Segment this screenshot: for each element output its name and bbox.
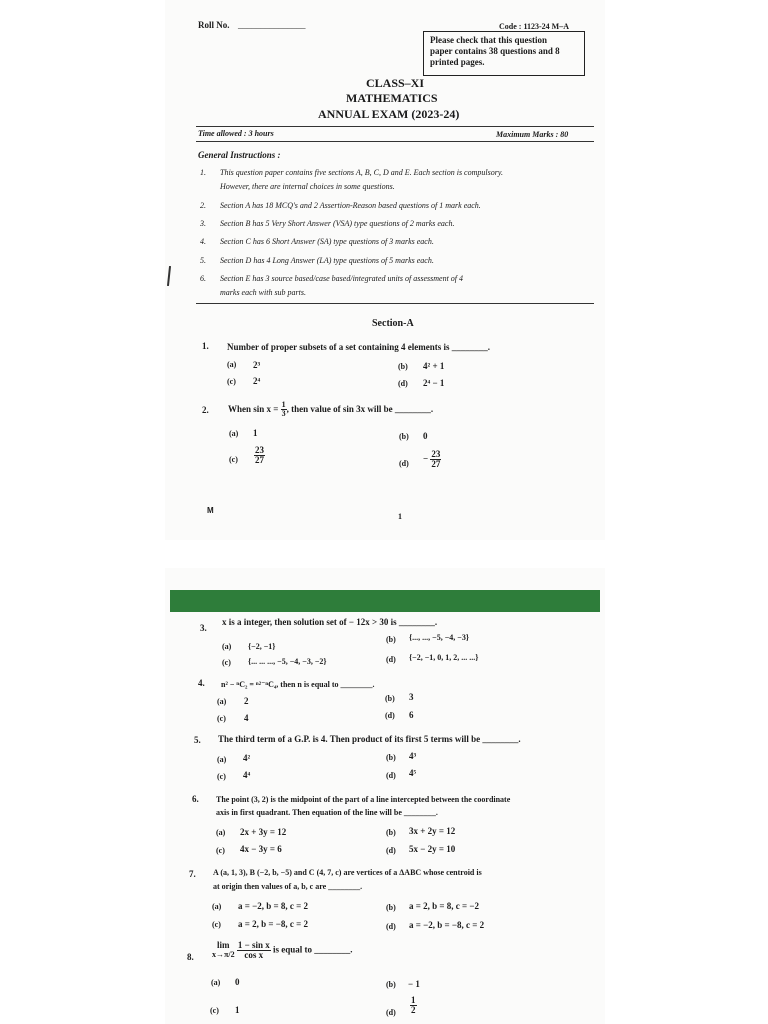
q5-option-a: 4² — [243, 753, 251, 763]
q2-c-numerator: 23 — [255, 445, 264, 455]
roll-no-blank: _______________ — [238, 20, 306, 30]
q7-option-c: a = 2, b = −8, c = 2 — [238, 919, 309, 929]
instruction-num: 2. — [200, 201, 206, 210]
roll-no-label: Roll No. — [198, 20, 230, 30]
q5-number: 5. — [194, 735, 201, 745]
q2-text-pre: When sin x = — [228, 404, 279, 414]
q2-fraction-numerator: 1 — [281, 400, 286, 410]
class-title: CLASS–XI — [366, 76, 425, 90]
q8-numerator: 1 − sin x — [237, 940, 270, 950]
q4-option-label: (b) — [385, 694, 395, 703]
q7-option-label: (c) — [212, 920, 221, 929]
q6-option-d: 5x − 2y = 10 — [409, 844, 456, 854]
q1-option-label: (a) — [227, 360, 237, 369]
instruction-line: marks each with sub parts. — [220, 288, 306, 297]
q2-d-sign: − — [423, 453, 429, 464]
section-rule — [196, 303, 594, 304]
section-title: Section-A — [372, 318, 414, 329]
q6-option-label: (b) — [386, 828, 396, 837]
q3-option-label: (b) — [386, 635, 396, 644]
q8-option-c: 1 — [235, 1005, 240, 1015]
q5-option-c: 4⁴ — [243, 770, 251, 780]
q7-option-d: a = −2, b = −8, c = 2 — [409, 920, 485, 930]
q8-option-d — [410, 996, 417, 1015]
q4-text: n² − ⁿC₂ = ⁿ²⁻ⁿC₄, then n is equal to ________. — [221, 680, 375, 689]
q8-limit-subscript: x→π/2 — [212, 950, 235, 960]
q2-option-d — [423, 450, 441, 469]
q3-option-c: {... ... ..., −5, −4, −3, −2} — [248, 657, 327, 666]
q4-option-a: 2 — [244, 696, 249, 706]
instruction-line: Section A has 18 MCQ's and 2 Assertion-Reason based questions of 1 mark each. — [220, 201, 481, 210]
q8-option-b: − 1 — [408, 979, 420, 989]
q8-limit: lim — [217, 940, 230, 951]
q2-d-denominator: 27 — [431, 459, 441, 469]
q4-option-label: (a) — [217, 697, 227, 706]
instruction-num: 6. — [200, 274, 206, 283]
q7-option-a: a = −2, b = 8, c = 2 — [238, 901, 309, 911]
instruction-line: Section C has 6 Short Answer (SA) type questions of 3 marks each. — [220, 237, 434, 246]
q6-option-c: 4x − 3y = 6 — [240, 844, 282, 854]
instruction-num: 3. — [200, 219, 206, 228]
q7-option-b: a = 2, b = 8, c = −2 — [409, 901, 480, 911]
q6-text-line-2: axis in first quadrant. Then equation of the line will be ________. — [216, 808, 438, 817]
q1-option-a: 2³ — [253, 360, 261, 370]
q7-text-line-2: at origin then values of a, b, c are ________. — [213, 882, 363, 891]
q1-option-d: 2⁴ − 1 — [423, 378, 445, 388]
q2-number: 2. — [202, 405, 209, 415]
q3-number: 3. — [200, 623, 207, 633]
q7-option-label: (a) — [212, 902, 222, 911]
q2-fraction-denominator: 3 — [281, 409, 286, 419]
q1-option-b: 4² + 1 — [423, 361, 445, 371]
q2-option-c — [254, 446, 265, 465]
q1-option-label: (d) — [398, 379, 408, 388]
q8-option-label: (b) — [386, 980, 396, 989]
q4-option-b: 3 — [409, 692, 414, 702]
q5-text: The third term of a G.P. is 4. Then product of its first 5 terms will be ________. — [218, 734, 521, 744]
instruction-line: However, there are internal choices in some questions. — [220, 182, 395, 191]
q4-option-c: 4 — [244, 713, 249, 723]
q3-option-a: {−2, −1} — [248, 642, 276, 651]
q2-d-numerator: 23 — [431, 449, 441, 459]
footer-left-mark: M — [207, 506, 214, 515]
q7-option-label: (d) — [386, 922, 396, 931]
q2-option-label: (b) — [399, 432, 409, 441]
maximum-marks: Maximum Marks : 80 — [496, 130, 569, 139]
q8-option-label: (d) — [386, 1008, 396, 1017]
q2-text — [228, 398, 433, 420]
q6-option-label: (c) — [216, 846, 225, 855]
instruction-num: 4. — [200, 237, 206, 246]
q2-option-label: (a) — [229, 429, 239, 438]
q6-number: 6. — [192, 794, 199, 804]
instructions-title: General Instructions : — [198, 150, 281, 160]
check-note-line-1: Please check that this question — [430, 35, 547, 45]
q8-d-numerator: 1 — [411, 995, 416, 1005]
q8-option-a: 0 — [235, 977, 240, 987]
q7-option-label: (b) — [386, 903, 396, 912]
q6-option-label: (d) — [386, 846, 396, 855]
check-note-line-3: printed pages. — [430, 57, 485, 67]
q5-option-label: (b) — [386, 753, 396, 762]
q1-option-label: (c) — [227, 377, 236, 386]
q8-text-post: is equal to ________. — [273, 944, 353, 955]
q8-denominator: cos x — [244, 950, 264, 960]
q5-option-label: (a) — [217, 755, 227, 764]
paper-code: Code : 1123-24 M–A — [499, 22, 569, 31]
q3-option-label: (d) — [386, 655, 396, 664]
q5-option-label: (c) — [217, 772, 226, 781]
q5-option-d: 4⁵ — [409, 768, 417, 778]
time-allowed: Time allowed : 3 hours — [198, 129, 274, 138]
q2-option-a: 1 — [253, 428, 258, 438]
instruction-num: 1. — [200, 168, 206, 177]
q8-option-label: (a) — [211, 978, 221, 987]
q3-option-label: (a) — [222, 642, 232, 651]
q7-number: 7. — [189, 869, 196, 879]
q2-text-post: , then value of sin 3x will be ________. — [286, 404, 434, 414]
q1-text: Number of proper subsets of a set containing 4 elements is ________. — [227, 342, 490, 352]
instruction-num: 5. — [200, 256, 206, 265]
footer-page-number: 1 — [398, 512, 402, 521]
header-rule-bottom — [196, 141, 594, 142]
q6-option-a: 2x + 3y = 12 — [240, 827, 287, 837]
instruction-line: This question paper contains five sections A, B, C, D and E. Each section is compulsory. — [220, 168, 503, 177]
q3-option-d: {−2, −1, 0, 1, 2, ... ...} — [409, 653, 479, 662]
q1-number: 1. — [202, 341, 209, 351]
q4-option-d: 6 — [409, 710, 414, 720]
q6-option-label: (a) — [216, 828, 226, 837]
q6-option-b: 3x + 2y = 12 — [409, 826, 456, 836]
exam-title: ANNUAL EXAM (2023-24) — [318, 107, 460, 121]
q8-option-label: (c) — [210, 1006, 219, 1015]
instruction-line: Section E has 3 source based/case based/integrated units of assessment of 4 — [220, 274, 464, 283]
q8-text — [212, 941, 353, 960]
q4-option-label: (c) — [217, 714, 226, 723]
q1-option-label: (b) — [398, 362, 408, 371]
q5-option-b: 4³ — [409, 751, 417, 761]
q4-number: 4. — [198, 678, 205, 688]
check-note-line-2: paper contains 38 questions and 8 — [430, 46, 560, 56]
header-rule-top — [196, 126, 594, 127]
q5-option-label: (d) — [386, 771, 396, 780]
q3-option-b: {..., ..., −5, −4, −3} — [409, 633, 469, 642]
q8-d-denominator: 2 — [411, 1005, 416, 1015]
q2-option-label: (c) — [229, 455, 238, 464]
instruction-line: Section B has 5 Very Short Answer (VSA) type questions of 2 marks each. — [220, 219, 455, 228]
green-band — [170, 590, 600, 612]
q4-option-label: (d) — [385, 711, 395, 720]
subject-title: MATHEMATICS — [346, 91, 438, 105]
q2-c-denominator: 27 — [255, 455, 264, 465]
instruction-line: Section D has 4 Long Answer (LA) type questions of 5 marks each. — [220, 256, 434, 265]
q3-text: x is a integer, then solution set of − 12x > 30 is ________. — [222, 617, 438, 627]
q7-text-line-1: A (a, 1, 3), B (−2, b, −5) and C (4, 7, c) are vertices of a ΔABC whose centroid is — [213, 868, 482, 877]
q8-number: 8. — [187, 952, 194, 962]
q2-option-label: (d) — [399, 459, 409, 468]
q6-text-line-1: The point (3, 2) is the midpoint of the part of a line intercepted between the coordinate — [216, 795, 511, 804]
q3-option-label: (c) — [222, 658, 231, 667]
q2-option-b: 0 — [423, 431, 428, 441]
q1-option-c: 2⁴ — [253, 376, 261, 386]
